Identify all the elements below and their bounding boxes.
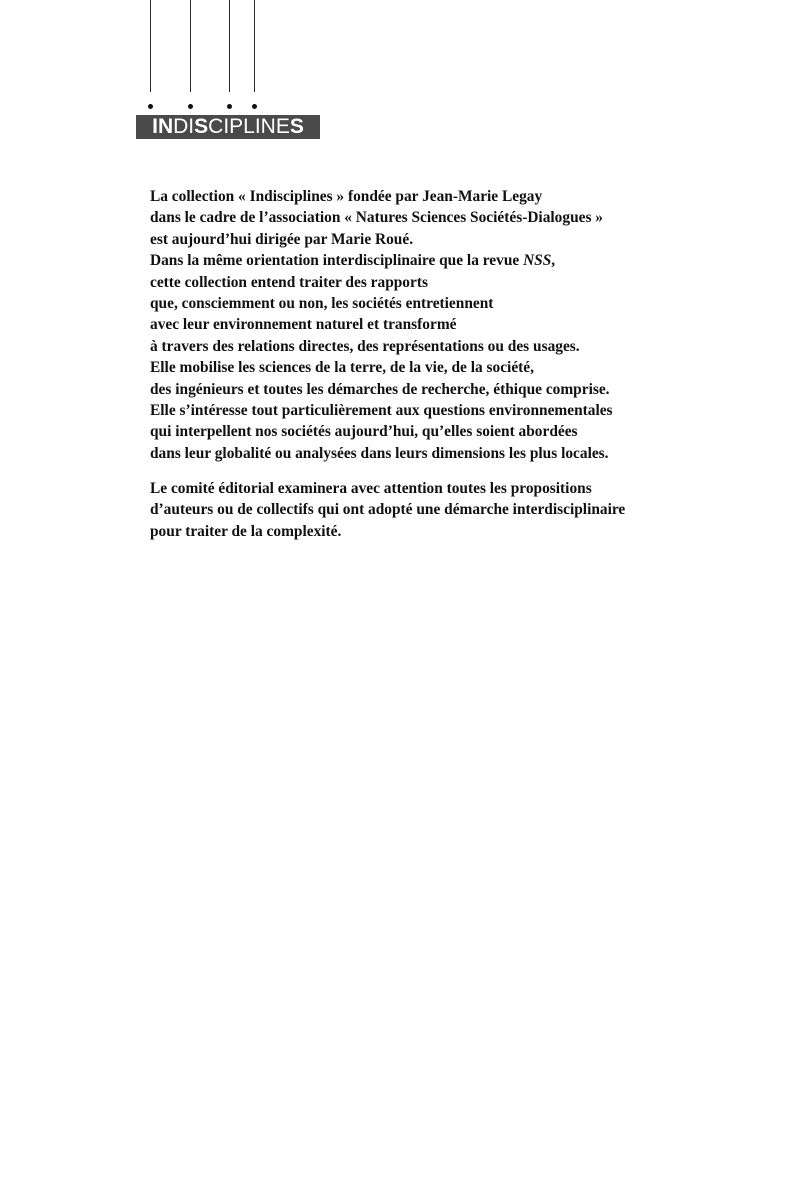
dot bbox=[252, 104, 257, 109]
vertical-line bbox=[190, 0, 191, 92]
vertical-line bbox=[254, 0, 255, 92]
vertical-line bbox=[150, 0, 151, 92]
logo-letter: N bbox=[157, 115, 174, 138]
dot bbox=[188, 104, 193, 109]
text-line: avec leur environnement naturel et transformé bbox=[150, 316, 457, 334]
text-line: que, consciemment ou non, les sociétés entretiennent bbox=[150, 294, 494, 312]
dot bbox=[148, 104, 153, 109]
text-line: Elle s’intéresse tout particulièrement aux questions environnementales bbox=[150, 401, 613, 419]
paragraph-gap bbox=[150, 464, 750, 478]
text-line bbox=[150, 250, 750, 271]
text-line: est aujourd’hui dirigée par Marie Roué. bbox=[150, 230, 414, 248]
text-line: dans leur globalité ou analysées dans leurs dimensions les plus locales. bbox=[150, 444, 609, 462]
vertical-line bbox=[229, 0, 230, 92]
text-line: à travers des relations directes, des représentations ou des usages. bbox=[150, 337, 580, 355]
text-segment: Dans la même orientation interdisciplinaire que la revue bbox=[150, 252, 524, 270]
collection-description bbox=[150, 186, 750, 542]
collection-logo bbox=[136, 115, 320, 139]
logo-letter: S bbox=[194, 115, 209, 138]
text-line: d’auteurs ou de collectifs qui ont adopté une démarche interdisciplinaire bbox=[150, 501, 626, 519]
text-line: cette collection entend traiter des rapports bbox=[150, 273, 428, 291]
text-line: Elle mobilise les sciences de la terre, de la vie, de la société, bbox=[150, 359, 534, 377]
text-line: qui interpellent nos sociétés aujourd’hui, qu’elles soient abordées bbox=[150, 423, 578, 441]
logo-letter: I bbox=[152, 115, 158, 138]
text-line: La collection « Indisciplines » fondée par Jean-Marie Legay bbox=[150, 188, 543, 205]
text-line: dans le cadre de l’association « Natures Sciences Sociétés-Dialogues » bbox=[150, 209, 603, 227]
text-line: des ingénieurs et toutes les démarches de recherche, éthique comprise. bbox=[150, 380, 610, 398]
text-line: pour traiter de la complexité. bbox=[150, 522, 342, 540]
text-line: Le comité éditorial examinera avec attention toutes les propositions bbox=[150, 480, 592, 498]
text-segment: , bbox=[551, 252, 556, 270]
logo-letter: S bbox=[289, 115, 304, 138]
journal-name: NSS bbox=[523, 252, 552, 270]
logo-letter: DI bbox=[173, 115, 195, 138]
logo-letter: CIPLINE bbox=[208, 115, 290, 138]
dot bbox=[227, 104, 232, 109]
